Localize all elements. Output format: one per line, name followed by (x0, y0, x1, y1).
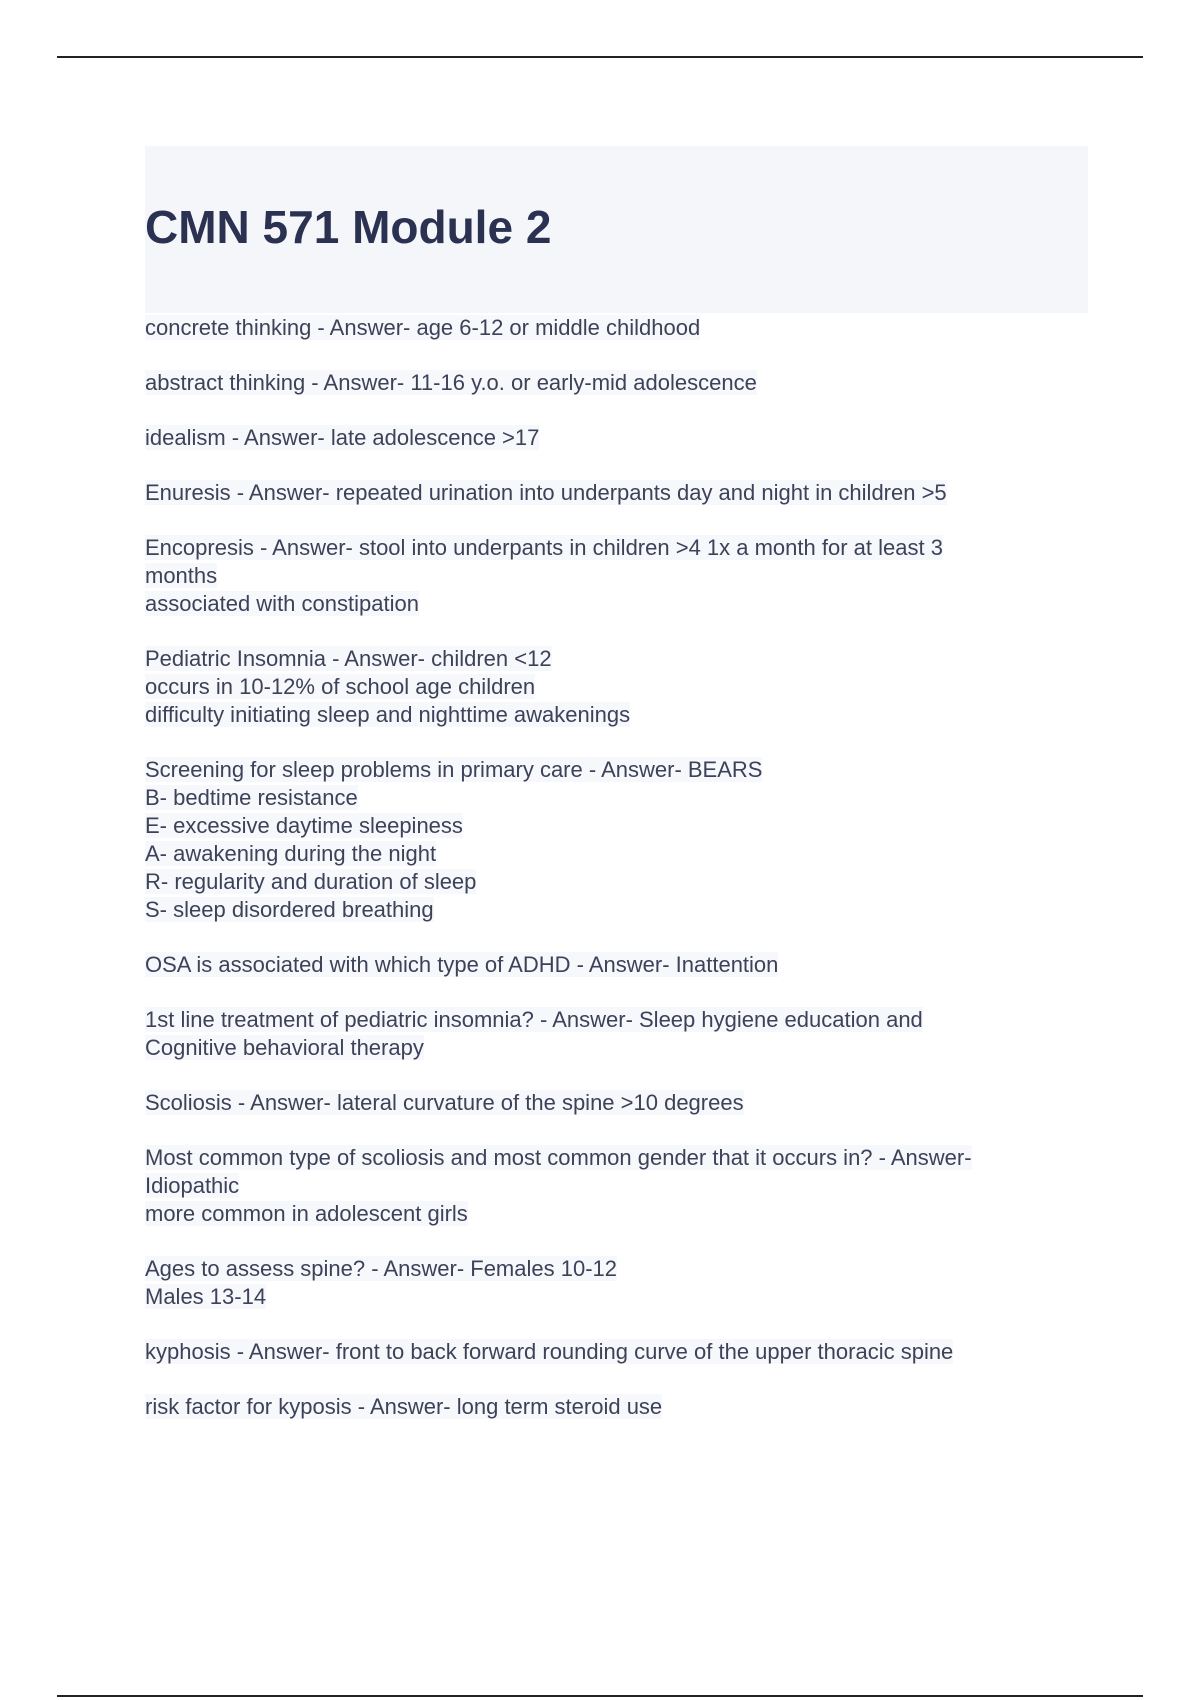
entry-line: difficulty initiating sleep and nighttime awakenings (145, 702, 631, 727)
entry-line: concrete thinking - Answer- age 6-12 or middle childhood (145, 315, 701, 340)
entry-line: Screening for sleep problems in primary care - Answer- BEARS (145, 757, 763, 782)
entry-line: Pediatric Insomnia - Answer- children <12 (145, 646, 552, 671)
entry-line: B- bedtime resistance (145, 785, 358, 810)
entry-line: R- regularity and duration of sleep (145, 869, 477, 894)
bottom-rule (57, 1695, 1143, 1697)
entry-line: Ages to assess spine? - Answer- Females 10-12 (145, 1256, 618, 1281)
title-block (145, 146, 1088, 313)
flashcard-entry (145, 1006, 1075, 1062)
entry-line: 1st line treatment of pediatric insomnia? - Answer- Sleep hygiene education and (145, 1007, 923, 1032)
flashcard-entry (145, 369, 1075, 397)
top-rule (57, 56, 1143, 58)
document-title: CMN 571 Module 2 (145, 201, 552, 253)
entry-line: Males 13-14 (145, 1284, 267, 1309)
entry-line: occurs in 10-12% of school age children (145, 674, 536, 699)
entry-line: A- awakening during the night (145, 841, 437, 866)
entry-line: S- sleep disordered breathing (145, 897, 434, 922)
flashcard-entry (145, 424, 1075, 452)
flashcard-list (145, 314, 1075, 1448)
flashcard-entry (145, 1393, 1075, 1421)
flashcard-entry (145, 314, 1075, 342)
entry-line: months (145, 563, 218, 588)
entry-line: Encopresis - Answer- stool into underpants in children >4 1x a month for at least 3 (145, 535, 943, 560)
flashcard-entry (145, 534, 1075, 618)
entry-line: abstract thinking - Answer- 11-16 y.o. or early-mid adolescence (145, 370, 757, 395)
flashcard-entry (145, 479, 1075, 507)
flashcard-entry (145, 645, 1075, 729)
entry-line: Scoliosis - Answer- lateral curvature of the spine >10 degrees (145, 1090, 744, 1115)
flashcard-entry (145, 1338, 1075, 1366)
entry-line: Cognitive behavioral therapy (145, 1035, 424, 1060)
entry-line: kyphosis - Answer- front to back forward rounding curve of the upper thoracic spine (145, 1339, 954, 1364)
entry-line: E- excessive daytime sleepiness (145, 813, 463, 838)
flashcard-entry (145, 1255, 1075, 1311)
entry-line: associated with constipation (145, 591, 419, 616)
entry-line: risk factor for kyposis - Answer- long term steroid use (145, 1394, 663, 1419)
flashcard-entry (145, 951, 1075, 979)
flashcard-entry (145, 1144, 1075, 1228)
entry-line: more common in adolescent girls (145, 1201, 468, 1226)
entry-line: Idiopathic (145, 1173, 240, 1198)
flashcard-entry (145, 1089, 1075, 1117)
entry-line: OSA is associated with which type of ADHD - Answer- Inattention (145, 952, 779, 977)
entry-line: Enuresis - Answer- repeated urination into underpants day and night in children >5 (145, 480, 947, 505)
entry-line: idealism - Answer- late adolescence >17 (145, 425, 540, 450)
entry-line: Most common type of scoliosis and most common gender that it occurs in? - Answer- (145, 1145, 972, 1170)
flashcard-entry (145, 756, 1075, 924)
